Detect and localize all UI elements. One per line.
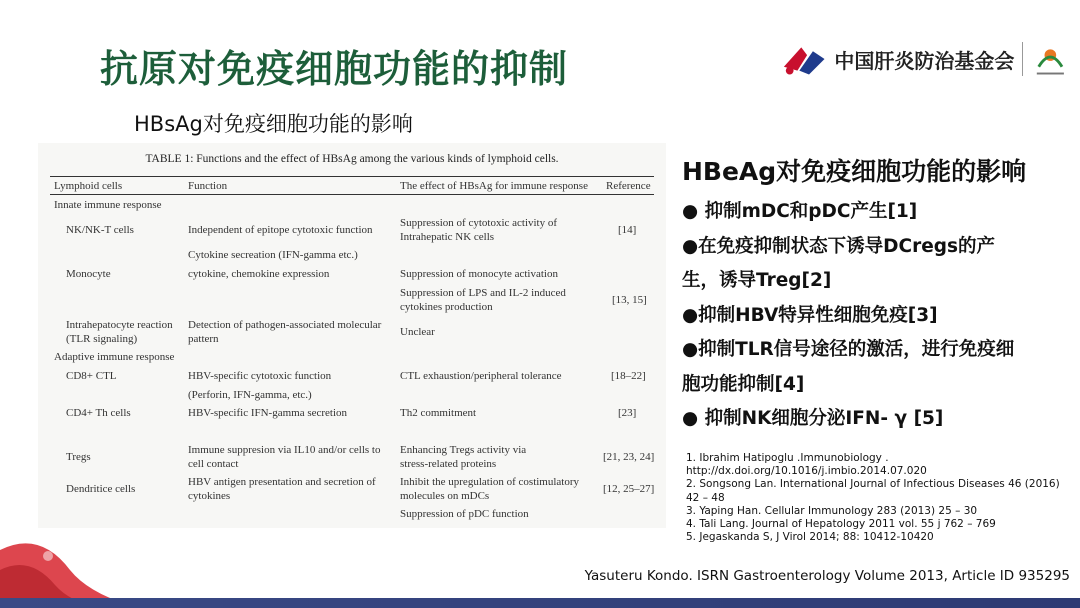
reference-item: 42 – 48	[686, 491, 725, 504]
row-function: HBV antigen presentation and secretion of cytokines	[188, 476, 376, 502]
reference-item: http://dx.doi.org/10.1016/j.imbio.2014.07.020	[686, 465, 927, 478]
row-effect: Th2 commitment	[400, 407, 477, 419]
header-lymphoid-cells: Lymphoid cells	[54, 180, 123, 192]
table-caption: TABLE 1: Functions and the effect of HBsAg among the various kinds of lymphoid cells.	[145, 153, 559, 165]
source-citation: Yasuteru Kondo. ISRN Gastroenterology Volume 2013, Article ID 935295	[584, 568, 1070, 584]
liver-logo-icon	[780, 37, 830, 81]
row-cell: Dendritice cells	[66, 483, 136, 495]
table-subtitle: HBsAg对免疫细胞功能的影响	[134, 112, 413, 136]
logo-divider	[1022, 42, 1023, 76]
reference-item: 2. Songsong Lan. International Journal of Infectious Diseases 46 (2016)	[686, 478, 1060, 491]
row-function: Independent of epitope cytotoxic function	[188, 224, 373, 236]
reference-item: 3. Yaping Han. Cellular Immunology 283 (2013) 25 – 30	[686, 504, 978, 517]
row-function: Immune suppresion via IL10 and/or cells to cell contact	[188, 444, 381, 470]
row-reference: [21, 23, 24]	[603, 451, 655, 463]
row-function: (Perforin, IFN-gamma, etc.)	[188, 389, 312, 401]
row-function: HBV-specific IFN-gamma secretion	[188, 407, 348, 419]
foundation-logo	[780, 34, 1070, 84]
emblem-icon	[1031, 37, 1070, 81]
hbeag-bullet-list	[682, 195, 1062, 437]
reference-item: 4. Tali Lang. Journal of Hepatology 2011 vol. 55 j 762 – 769	[686, 518, 996, 531]
row-reference: [12, 25–27]	[603, 483, 655, 495]
row-reference: [18–22]	[611, 370, 646, 382]
bullet-item: ● 抑制NK细胞分泌IFN- γ [5]	[682, 408, 944, 429]
section-adaptive: Adaptive immune response	[54, 351, 175, 363]
row-reference: [13, 15]	[612, 294, 647, 306]
reference-item: 5. Jegaskanda S, J Virol 2014; 88: 10412-10420	[686, 531, 934, 544]
row-effect: Suppression of LPS and IL-2 induced cytokines production	[400, 287, 566, 313]
header-effect: The effect of HBsAg for immune response	[400, 180, 588, 192]
row-effect: Suppression of cytotoxic activity of Intrahepatic NK cells	[400, 217, 558, 243]
row-cell: CD8+ CTL	[66, 370, 117, 382]
row-function: cytokine, chemokine expression	[188, 268, 330, 280]
row-function: Cytokine secreation (IFN-gamma etc.)	[188, 249, 358, 261]
row-effect: Suppression of monocyte activation	[400, 268, 558, 280]
section-innate: Innate immune response	[54, 199, 162, 211]
decorative-swoosh-icon	[0, 510, 140, 608]
bullet-item: ●抑制HBV特异性细胞免疫[3]	[682, 304, 938, 326]
row-cell: CD4+ Th cells	[66, 407, 131, 419]
row-effect: Enhancing Tregs activity via stress-related proteins	[400, 444, 527, 470]
row-cell: Monocyte	[66, 268, 111, 280]
bullet-item: 胞功能抑制[4]	[682, 373, 805, 395]
row-effect: Unclear	[400, 326, 435, 338]
table-header-rule	[50, 194, 654, 195]
reference-list	[686, 452, 1066, 544]
row-cell: NK/NK-T cells	[66, 224, 134, 236]
slide-title: 抗原对免疫细胞功能的抑制	[100, 47, 569, 91]
header-reference: Reference	[606, 180, 651, 192]
bottom-bar	[0, 598, 1080, 608]
bullet-item: 生，诱导Treg[2]	[682, 270, 832, 291]
row-function: HBV-specific cytotoxic function	[188, 370, 332, 382]
bullet-item: ●在免疫抑制状态下诱导DCregs的产	[682, 235, 996, 257]
header-function: Function	[188, 180, 228, 192]
bullet-item: ●抑制TLR信号途径的激活，进行免疫细	[682, 339, 1015, 360]
hbeag-title: HBeAg对免疫细胞功能的影响	[682, 157, 1027, 186]
bullet-item: ● 抑制mDC和pDC产生[1]	[682, 201, 918, 222]
row-effect: CTL exhaustion/peripheral tolerance	[400, 370, 562, 382]
row-effect: Inhibit the upregulation of costimulatory molecules on mDCs	[400, 476, 580, 502]
row-reference: [23]	[618, 407, 637, 419]
row-cell: Tregs	[66, 451, 91, 463]
table-top-rule	[50, 176, 654, 177]
foundation-name: 中国肝炎防治基金会	[834, 48, 1015, 73]
row-effect: Suppression of pDC function	[400, 508, 529, 520]
lymphoid-table	[38, 143, 666, 528]
row-cell: Intrahepatocyte reaction (TLR signaling)	[66, 319, 173, 345]
reference-item: 1. Ibrahim Hatipoglu .Immunobiology .	[686, 452, 889, 464]
row-function: Detection of pathogen-associated molecular pattern	[188, 319, 382, 345]
row-reference: [14]	[618, 224, 637, 236]
